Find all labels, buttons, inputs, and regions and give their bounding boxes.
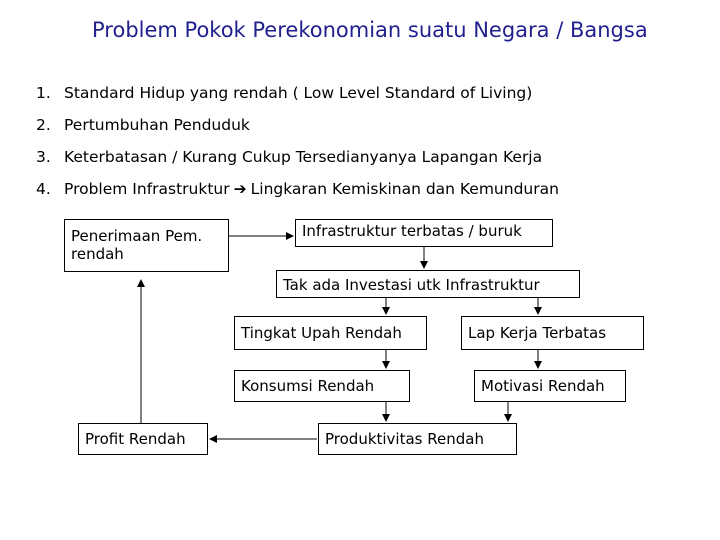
konsumsi-box: Konsumsi Rendah: [234, 370, 410, 402]
list-item-text: Lingkaran Kemiskinan dan Kemunduran: [250, 180, 559, 198]
list-item-text: Problem Infrastruktur: [64, 180, 230, 198]
investasi-box: Tak ada Investasi utk Infrastruktur: [276, 270, 580, 298]
list-item-text: Keterbatasan / Kurang Cukup Tersedianyanya Lapangan Kerja: [64, 148, 543, 166]
upah-box: Tingkat Upah Rendah: [234, 316, 427, 350]
penerimaan-box: Penerimaan Pem. rendah: [64, 219, 229, 272]
list-item: 3. Keterbatasan / Kurang Cukup Tersedianyanya Lapangan Kerja: [36, 148, 543, 166]
list-item: 1. Standard Hidup yang rendah ( Low Level Standard of Living): [36, 84, 533, 102]
page-title: Problem Pokok Perekonomian suatu Negara / Bangsa: [92, 18, 648, 42]
motivasi-box: Motivasi Rendah: [474, 370, 626, 402]
list-item-text: Pertumbuhan Penduduk: [64, 116, 250, 134]
infrastruktur-box: Infrastruktur terbatas / buruk: [295, 219, 553, 247]
right-arrow-icon: ➔: [233, 180, 247, 198]
produktivitas-box: Produktivitas Rendah: [318, 423, 517, 455]
profit-box: Profit Rendah: [78, 423, 208, 455]
lapker-box: Lap Kerja Terbatas: [461, 316, 644, 350]
list-item: 4. Problem Infrastruktur ➔ Lingkaran Kemiskinan dan Kemunduran: [36, 180, 559, 198]
list-item-text: Standard Hidup yang rendah ( Low Level Standard of Living): [64, 84, 533, 102]
list-item: 2. Pertumbuhan Penduduk: [36, 116, 250, 134]
